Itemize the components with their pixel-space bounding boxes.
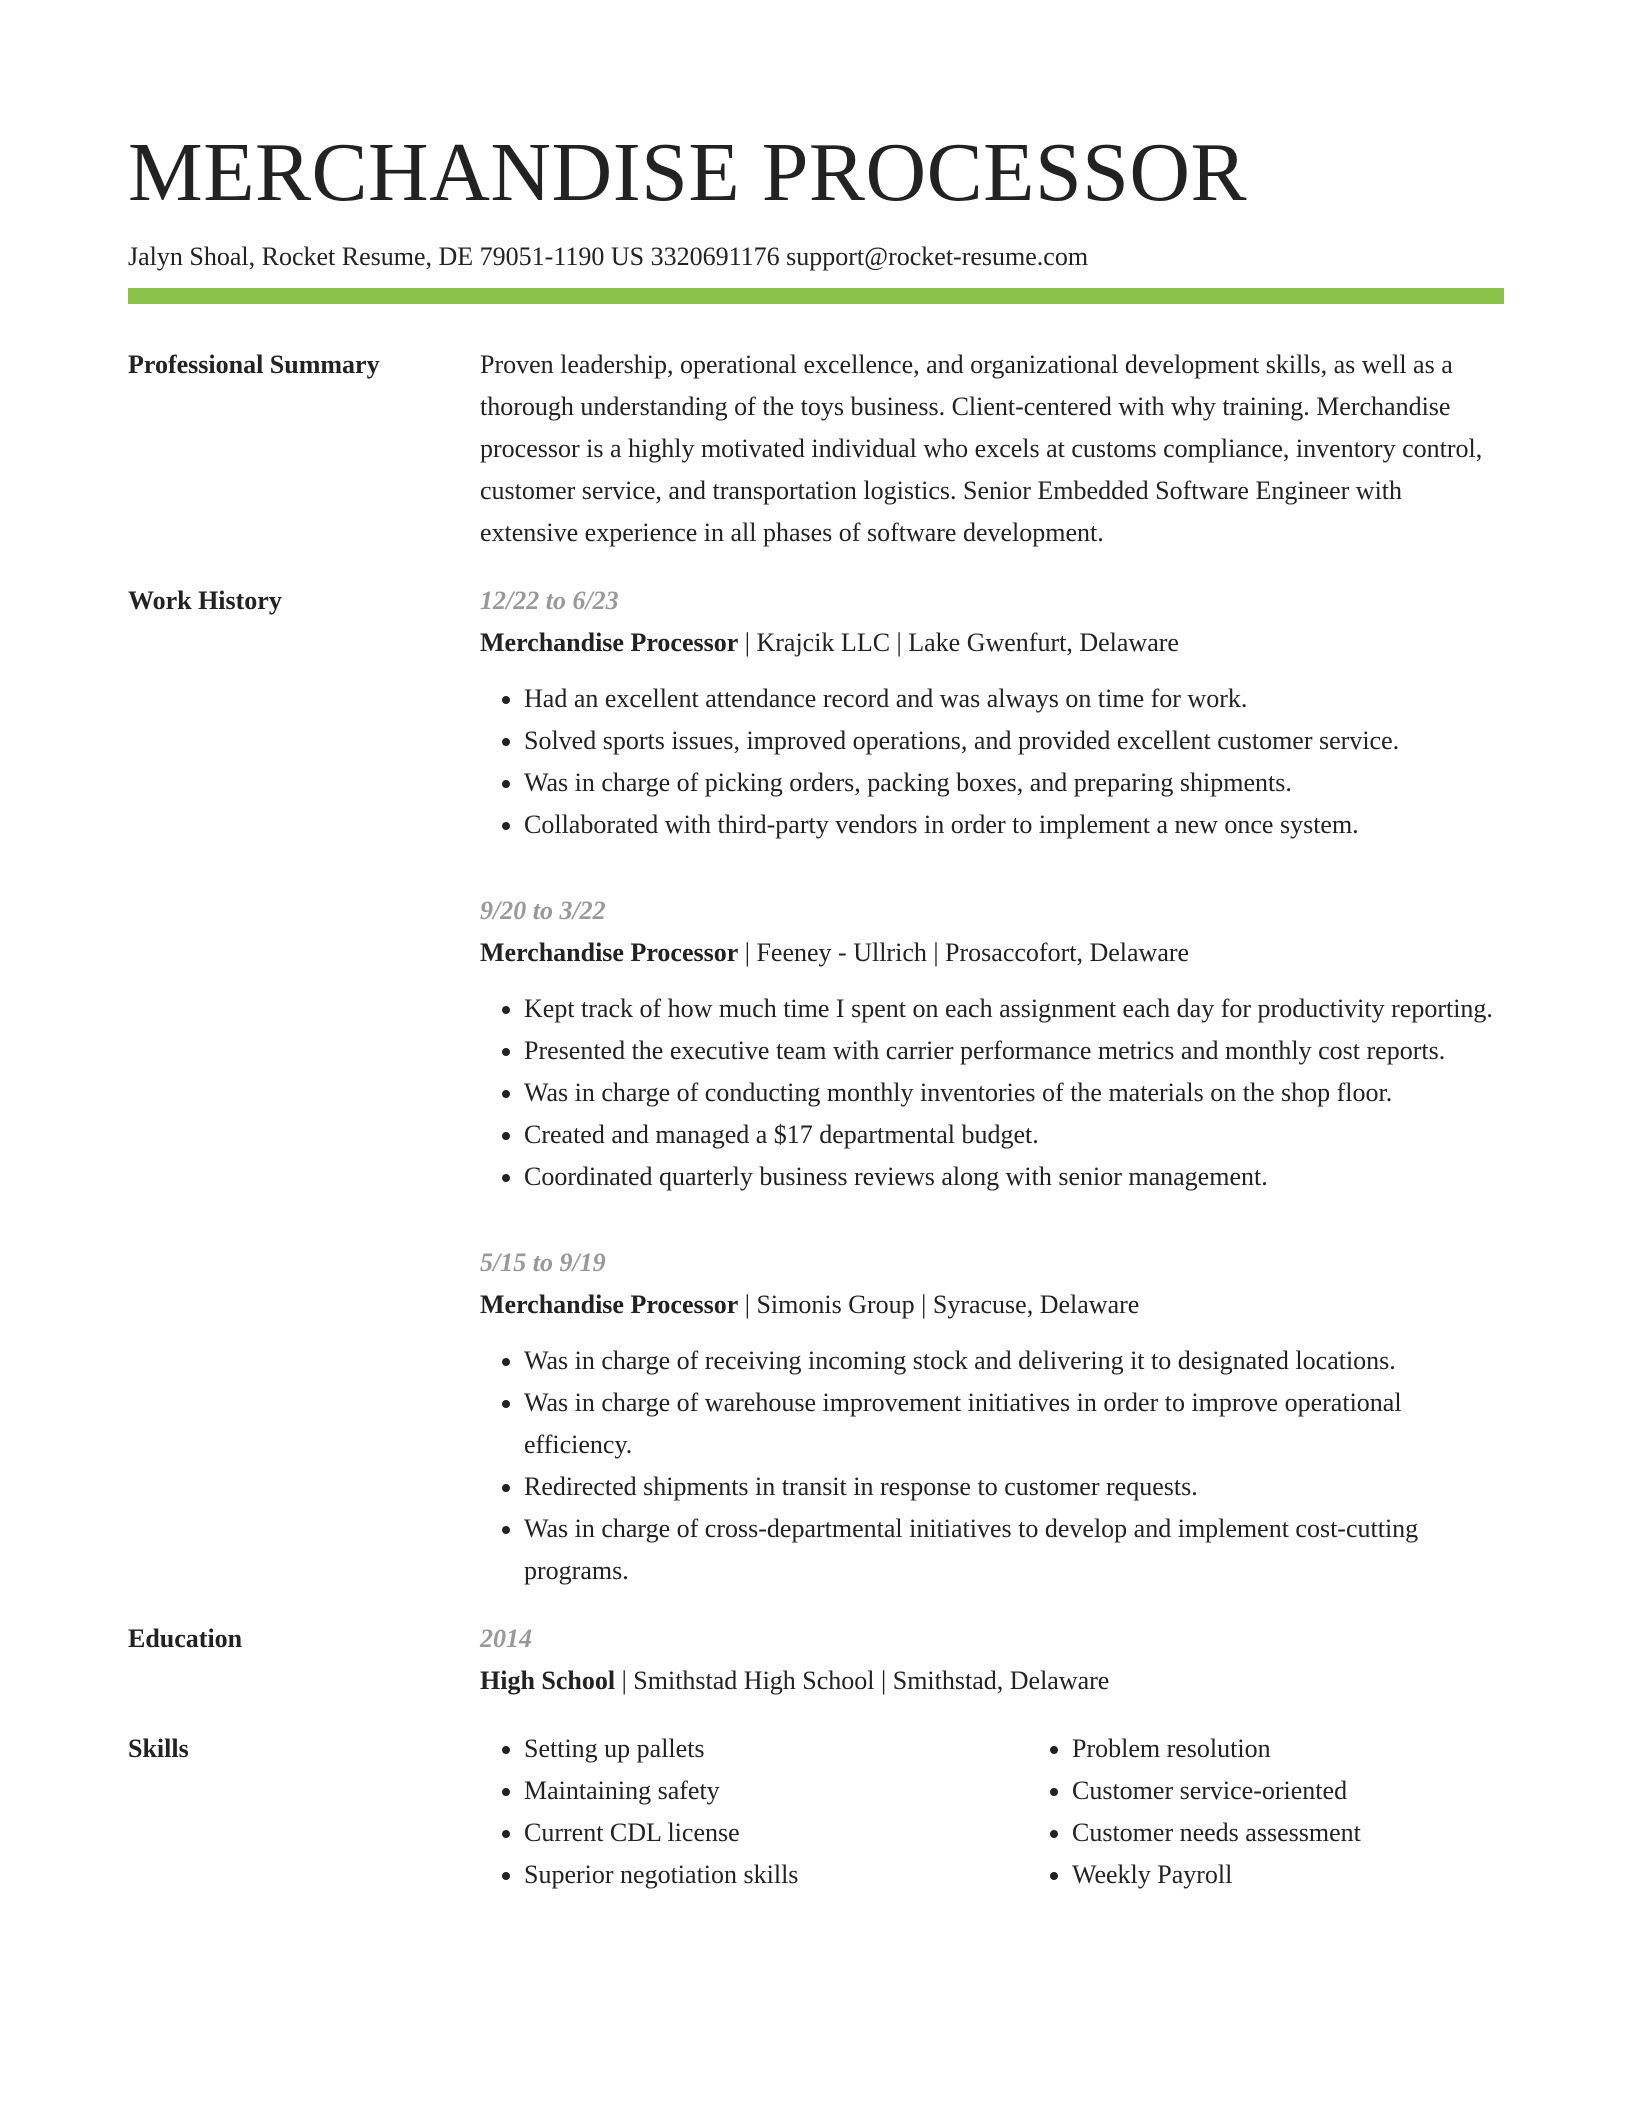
summary-label: Professional Summary xyxy=(128,350,380,379)
job-bullet: • Was in charge of conducting monthly inventories of the materials on the shop floor. xyxy=(524,1072,1504,1114)
job-title: Merchandise Processor xyxy=(480,1290,739,1319)
skills-list-right xyxy=(1028,1728,1361,1896)
job-title: Merchandise Processor xyxy=(480,938,739,967)
job-entry xyxy=(480,890,1504,1198)
contact-line: Jalyn Shoal, Rocket Resume, DE 79051-1190 US 3320691176 support@rocket-resume.com xyxy=(128,242,1089,271)
skill-item: • Problem resolution xyxy=(1072,1728,1361,1770)
job-bullets xyxy=(480,988,1504,1198)
summary-content xyxy=(480,344,1504,554)
job-bullet: • Kept track of how much time I spent on each assignment each day for productivity reporting. xyxy=(524,988,1504,1030)
skills-section xyxy=(128,1734,1504,1896)
summary-text: Proven leadership, operational excellence, and organizational development skills, as well as a thorough understanding of the toys business. Client-centered with why training. Merchandise processor is a highly motivated individual who excels at customs compliance, inventory control, customer service, and transportation logistics. Senior Embedded Software Engineer with extensive experience in all phases of software development. xyxy=(480,350,1483,547)
job-details: | Simonis Group | Syracuse, Delaware xyxy=(738,1290,1140,1319)
education-content xyxy=(480,1618,1504,1702)
skill-item: • Customer service-oriented xyxy=(1072,1770,1361,1812)
job-details: | Feeney - Ullrich | Prosaccofort, Delaware xyxy=(738,938,1190,967)
job-bullet: • Was in charge of cross-departmental initiatives to develop and implement cost-cutting programs. xyxy=(524,1508,1504,1592)
job-entry xyxy=(480,1242,1504,1592)
work-history-label: Work History xyxy=(128,586,282,615)
job-bullet: • Collaborated with third-party vendors in order to implement a new once system. xyxy=(524,804,1504,846)
education-label: Education xyxy=(128,1624,243,1653)
job-bullet: • Solved sports issues, improved operations, and provided excellent customer service. xyxy=(524,720,1504,762)
job-title-line xyxy=(480,1284,1504,1326)
education-section xyxy=(128,1624,1504,1702)
job-dates: 9/20 to 3/22 xyxy=(480,896,606,925)
job-entry xyxy=(480,580,1504,846)
job-bullet: • Was in charge of warehouse improvement initiatives in order to improve operational efficiency. xyxy=(524,1382,1504,1466)
skill-item: • Weekly Payroll xyxy=(1072,1854,1361,1896)
job-bullet: • Had an excellent attendance record and was always on time for work. xyxy=(524,678,1504,720)
skills-label: Skills xyxy=(128,1734,189,1763)
resume-page xyxy=(128,118,1504,1896)
job-bullets xyxy=(480,1340,1504,1592)
education-dates: 2014 xyxy=(480,1624,532,1653)
job-dates: 5/15 to 9/19 xyxy=(480,1248,606,1277)
skills-content xyxy=(480,1728,1504,1896)
skills-list-left xyxy=(480,1728,1028,1896)
header-divider xyxy=(128,288,1504,304)
work-history-section xyxy=(128,586,1504,1592)
job-bullet: • Created and managed a $17 departmental budget. xyxy=(524,1114,1504,1156)
education-line xyxy=(480,1660,1504,1702)
job-bullet: • Coordinated quarterly business reviews along with senior management. xyxy=(524,1156,1504,1198)
job-bullet: • Was in charge of receiving incoming stock and delivering it to designated locations. xyxy=(524,1340,1504,1382)
education-details: | Smithstad High School | Smithstad, Delaware xyxy=(615,1666,1110,1695)
education-degree: High School xyxy=(480,1666,616,1695)
job-bullets xyxy=(480,678,1504,846)
job-bullet: • Redirected shipments in transit in response to customer requests. xyxy=(524,1466,1504,1508)
skill-item: • Current CDL license xyxy=(524,1812,1028,1854)
job-dates: 12/22 to 6/23 xyxy=(480,586,619,615)
work-history-content xyxy=(480,580,1504,1592)
skill-item: • Customer needs assessment xyxy=(1072,1812,1361,1854)
job-title-line xyxy=(480,622,1504,664)
skill-item: • Superior negotiation skills xyxy=(524,1854,1028,1896)
job-title-line xyxy=(480,932,1504,974)
job-bullet: • Was in charge of picking orders, packing boxes, and preparing shipments. xyxy=(524,762,1504,804)
skill-item: • Maintaining safety xyxy=(524,1770,1028,1812)
job-title: Merchandise Processor xyxy=(480,628,739,657)
summary-section xyxy=(128,350,1504,554)
resume-title: MERCHANDISE PROCESSOR xyxy=(128,126,1248,219)
job-bullet: • Presented the executive team with carrier performance metrics and monthly cost reports. xyxy=(524,1030,1504,1072)
job-details: | Krajcik LLC | Lake Gwenfurt, Delaware xyxy=(738,628,1179,657)
skill-item: • Setting up pallets xyxy=(524,1728,1028,1770)
